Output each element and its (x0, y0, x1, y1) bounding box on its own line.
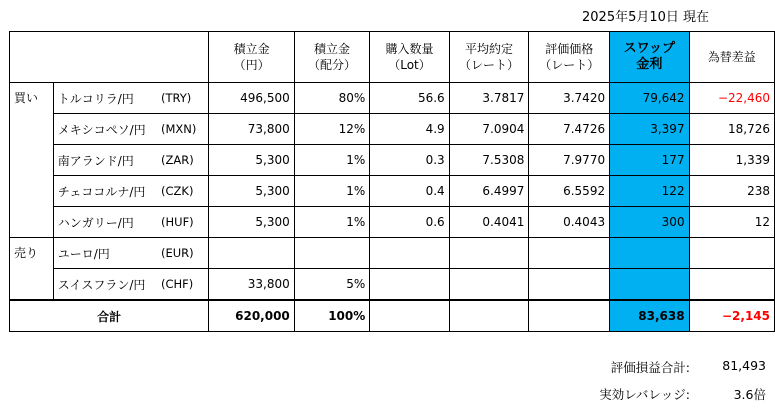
total-eval-rate (529, 300, 610, 332)
header-text-fx (694, 49, 770, 65)
currency-pair: トルコリラ/円 (53, 83, 157, 114)
total-lot (370, 300, 449, 332)
currency-code: (CHF) (157, 269, 209, 301)
alloc-cell: 1% (294, 207, 370, 238)
eval-total-value: 81,493 (722, 358, 766, 373)
table-row (10, 238, 775, 269)
currency-code: (HUF) (157, 207, 209, 238)
lot-cell: 0.3 (370, 145, 449, 176)
accum-cell: 496,500 (209, 83, 294, 114)
header-accum (209, 32, 294, 83)
header-text-accum (213, 41, 289, 73)
fx-gain-cell (689, 269, 774, 301)
leverage-label: 実効レバレッジ: (599, 387, 690, 402)
total-swap: 83,638 (610, 300, 689, 332)
header-text-alloc (299, 41, 366, 73)
header-line: 購入数量 (385, 42, 434, 56)
fx-gain-cell: 12 (689, 207, 774, 238)
header-line: 積立金 (314, 42, 351, 56)
header-lot (370, 32, 449, 83)
eval-rate-cell: 7.9770 (529, 145, 610, 176)
lot-cell: 0.4 (370, 176, 449, 207)
fx-gain-cell: 1,339 (689, 145, 774, 176)
header-eval-rate (529, 32, 610, 83)
currency-code: (EUR) (157, 238, 209, 269)
fx-gain-cell (689, 238, 774, 269)
eval-rate-cell: 7.4726 (529, 114, 610, 145)
header-line: （円） (233, 58, 270, 72)
header-line: 評価価格 (545, 42, 594, 56)
table-row (10, 83, 775, 114)
swap-cell: 122 (610, 176, 689, 207)
avg-rate-cell: 7.5308 (449, 145, 529, 176)
alloc-cell: 80% (294, 83, 370, 114)
eval-rate-cell: 0.4043 (529, 207, 610, 238)
currency-pair: 南アランド/円 (53, 145, 157, 176)
currency-code: (CZK) (157, 176, 209, 207)
avg-rate-cell: 3.7817 (449, 83, 529, 114)
lot-cell: 56.6 (370, 83, 449, 114)
total-avg-rate (449, 300, 529, 332)
table-row (10, 269, 775, 301)
header-swap (610, 32, 689, 83)
table-row (10, 176, 775, 207)
header-avg-rate (449, 32, 529, 83)
swap-cell: 300 (610, 207, 689, 238)
section-label-buy: 買い (10, 83, 54, 238)
header-alloc (294, 32, 370, 83)
fx-portfolio-table (9, 31, 775, 332)
header-text-eval (533, 41, 605, 73)
header-line: 平均約定 (465, 42, 514, 56)
currency-pair: チェココルナ/円 (53, 176, 157, 207)
header-blank (10, 32, 209, 83)
swap-cell (610, 238, 689, 269)
total-alloc: 100% (294, 300, 370, 332)
header-line: （レート） (459, 58, 520, 72)
table-row (10, 207, 775, 238)
swap-cell: 3,397 (610, 114, 689, 145)
header-line: （配分） (308, 58, 357, 72)
alloc-cell: 12% (294, 114, 370, 145)
fx-gain-cell: 238 (689, 176, 774, 207)
accum-cell (209, 238, 294, 269)
lot-cell: 0.6 (370, 207, 449, 238)
header-line: 積立金 (233, 42, 270, 56)
leverage-value: 3.6倍 (733, 387, 766, 402)
currency-code: (ZAR) (157, 145, 209, 176)
avg-rate-cell: 0.4041 (449, 207, 529, 238)
total-fx-gain: −2,145 (689, 300, 774, 332)
swap-cell: 79,642 (610, 83, 689, 114)
swap-cell: 177 (610, 145, 689, 176)
accum-cell: 33,800 (209, 269, 294, 301)
eval-rate-cell: 6.5592 (529, 176, 610, 207)
header-text-swap (614, 41, 684, 73)
table-row (10, 145, 775, 176)
avg-rate-cell: 7.0904 (449, 114, 529, 145)
header-line: 為替差益 (707, 50, 756, 64)
alloc-cell (294, 238, 370, 269)
lot-cell: 4.9 (370, 114, 449, 145)
alloc-cell: 1% (294, 145, 370, 176)
currency-pair: メキシコペソ/円 (53, 114, 157, 145)
header-text-lot (374, 41, 444, 73)
currency-pair: スイスフラン/円 (53, 269, 157, 301)
fx-gain-cell: −22,460 (689, 83, 774, 114)
lot-cell (370, 269, 449, 301)
accum-cell: 5,300 (209, 207, 294, 238)
header-row (10, 32, 775, 83)
header-text-avg (454, 41, 525, 73)
eval-rate-cell (529, 269, 610, 301)
currency-pair: ハンガリー/円 (53, 207, 157, 238)
header-line: （レート） (539, 58, 600, 72)
avg-rate-cell (449, 269, 529, 301)
accum-cell: 5,300 (209, 145, 294, 176)
eval-rate-cell: 3.7420 (529, 83, 610, 114)
currency-pair: ユーロ/円 (53, 238, 157, 269)
swap-cell (610, 269, 689, 301)
lot-cell (370, 238, 449, 269)
currency-code: (TRY) (157, 83, 209, 114)
total-label: 合計 (10, 300, 209, 332)
alloc-cell: 5% (294, 269, 370, 301)
avg-rate-cell: 6.4997 (449, 176, 529, 207)
header-line: （Lot） (388, 58, 431, 72)
accum-cell: 73,800 (209, 114, 294, 145)
total-row (10, 300, 775, 332)
header-line: 金利 (636, 57, 663, 72)
fx-gain-cell: 18,726 (689, 114, 774, 145)
eval-rate-cell (529, 238, 610, 269)
avg-rate-cell (449, 238, 529, 269)
table-row (10, 114, 775, 145)
total-accum: 620,000 (209, 300, 294, 332)
accum-cell: 5,300 (209, 176, 294, 207)
header-fx-gain (689, 32, 774, 83)
eval-total-label: 評価損益合計: (610, 360, 690, 375)
header-line: スワップ (623, 41, 676, 56)
currency-code: (MXN) (157, 114, 209, 145)
section-label-sell: 売り (10, 238, 54, 301)
as-of-date: 2025年5月10日 現在 (582, 10, 710, 25)
alloc-cell: 1% (294, 176, 370, 207)
